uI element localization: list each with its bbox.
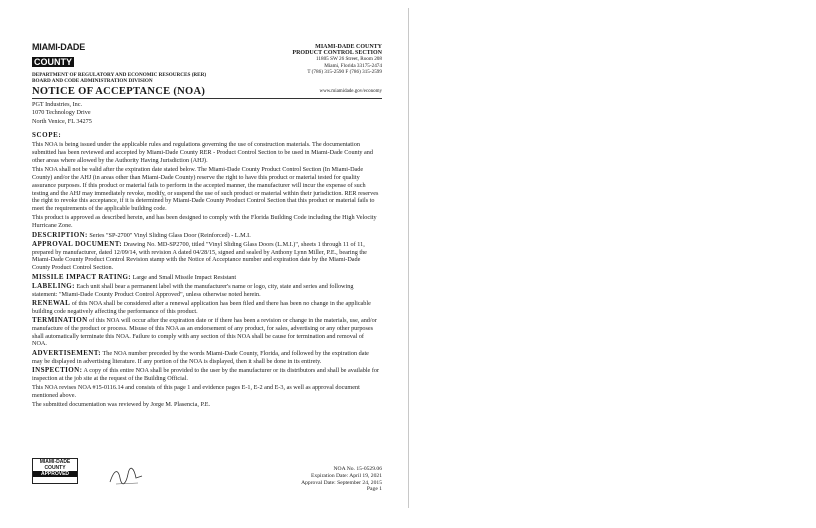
miami-dade-logo xyxy=(32,42,90,70)
scope-paragraph-2: This NOA shall not be valid after the expiration date stated below. The Miami-Dade County Product Control Section (In Miami-Dade County) and/or the AHJ (in areas other than Miami-Dade County) reserve the right to have this product or material tested for quality assurance purposes. If this product or material fails to perform in the accepted manner, the manufacturer will incur the expense of such testing and the AHJ may immediately revoke, modify, or suspend the use of such product or material within their jurisdiction. RER reserves the right to revoke this acceptance, if it is determined by Miami-Dade County Product Control Section that this product or material fails to meet the requirements of the applicable building code. xyxy=(32,166,379,213)
signature-icon xyxy=(108,464,148,488)
seal-bottom-text: APPROVED xyxy=(33,471,77,477)
company-address xyxy=(32,101,92,126)
document-title: NOTICE OF ACCEPTANCE (NOA) xyxy=(32,86,206,97)
expiration-date: Expiration Date: April 19, 2021 xyxy=(311,472,382,479)
approval-seal xyxy=(32,458,78,484)
scope-heading: SCOPE: xyxy=(32,131,62,139)
scope-paragraph-1: This NOA is being issued under the applicable rules and regulations governing the use of construction materials. The documentation submitted has been reviewed and accepted by Miami-Dade County RER - Product Control Section to be used in Miami-Dade County and other areas where allowed by the Authority Having Jurisdiction (AHJ). xyxy=(32,141,373,164)
noa-document xyxy=(32,42,382,502)
renewal-line: RENEWAL of this NOA shall be considered after a renewal application has been filed and there has been no change in the applicable building code negatively affecting the performance of this product. xyxy=(32,298,371,315)
noa-number: NOA No. 15-0529.06 xyxy=(333,466,382,472)
department-line1: DEPARTMENT OF REGULATORY AND ECONOMIC RESOURCES (RER) xyxy=(32,72,207,78)
office-line3: T (786) 315-2590 F (786) 315-2599 xyxy=(307,68,382,75)
logo-line2: COUNTY xyxy=(34,57,72,67)
reviewed-line: The submitted documentation was reviewed by Jorge M. Plasencia, P.E. xyxy=(32,401,211,408)
office-section: PRODUCT CONTROL SECTION xyxy=(292,50,382,57)
description-line: DESCRIPTION: Series "SP-2700" Vinyl Sliding Glass Door (Reinforced) - L.M.I. xyxy=(32,230,251,239)
inspection-line: INSPECTION: A copy of this entire NOA shall be provided to the user by the manufacturer or its distributors and shall be available for inspection at the job site at the request of the Building Official. xyxy=(32,365,380,382)
scope-paragraph-3: This product is approved as described herein, and has been designed to comply with the Florida Building Code including the High Velocity Hurricane Zone. xyxy=(32,214,377,230)
labeling-line: LABELING: Each unit shall bear a permanent label with the manufacturer's name or logo, city, state and series and following statement: "Miami-Dade County Product Control Approved", unless otherwise noted herein. xyxy=(32,281,354,298)
termination-line: TERMINATION of this NOA will occur after the expiration date or if there has been a revision or change in the materials, use, and/or manufacture of the product or process. Misuse of this NOA as an endorsement of any product, for sales, advertising or any other purposes shall automatically terminate this NOA. Failure to comply with any section of this NOA shall be cause for termination and removal of NOA. xyxy=(32,316,377,348)
revises-line: This NOA revises NOA #15-0116.14 and consists of this page 1 and evidence pages E-1, E-2 and E-3, as well as approval document mentioned above. xyxy=(32,383,360,399)
department-block xyxy=(32,72,206,84)
title-rule xyxy=(32,98,382,99)
company-name: PGT Industries, Inc. xyxy=(32,101,83,108)
office-website: www.miamidade.gov/economy xyxy=(319,89,382,94)
approval-date: Approval Date: September 24, 2015 xyxy=(301,479,382,486)
office-line1: 11805 SW 26 Street, Room 208 xyxy=(316,56,382,63)
page-number: Page 1 xyxy=(366,486,382,493)
office-name: MIAMI-DADE COUNTY xyxy=(315,44,382,50)
missile-rating-line: MISSILE IMPACT RATING: Large and Small Missile Impact Resistant xyxy=(32,272,237,281)
logo-line1: MIAMI-DADE xyxy=(32,42,85,52)
office-address-block xyxy=(262,44,382,75)
company-city: North Venice, FL 34275 xyxy=(32,117,92,125)
office-line2: Miami, Florida 33175-2474 xyxy=(324,62,382,69)
seal-top-text: MIAMI-DADE COUNTY xyxy=(39,459,71,471)
approval-document-line: APPROVAL DOCUMENT: Drawing No. MD-SP2700, titled "Vinyl Sliding Glass Doors (L.M.I.)", sheets 1 through 11 of 11, prepared by manufacturer, dated 12/09/14, with revision A dated 04/28/15, signed and sealed by Anthony Lynn Miller, P.E., bearing the Miami-Dade County Product Control Revision stamp with the Notice of Acceptance number and expiration date by the Miami-Dade County Product Control Section. xyxy=(32,239,367,272)
document-footer xyxy=(32,458,382,504)
page-divider xyxy=(408,8,409,508)
company-street: 1070 Technology Drive xyxy=(32,109,91,117)
noa-id-block xyxy=(301,466,382,493)
advertisement-line: ADVERTISEMENT: The NOA number preceded by the words Miami-Dade County, Florida, and followed by the expiration date may be displayed in advertising literature. If any portion of the NOA is displayed, then it shall be done in its entirety. xyxy=(32,348,369,365)
department-line2: BOARD AND CODE ADMINISTRATION DIVISION xyxy=(32,78,153,85)
noa-body xyxy=(32,132,380,410)
